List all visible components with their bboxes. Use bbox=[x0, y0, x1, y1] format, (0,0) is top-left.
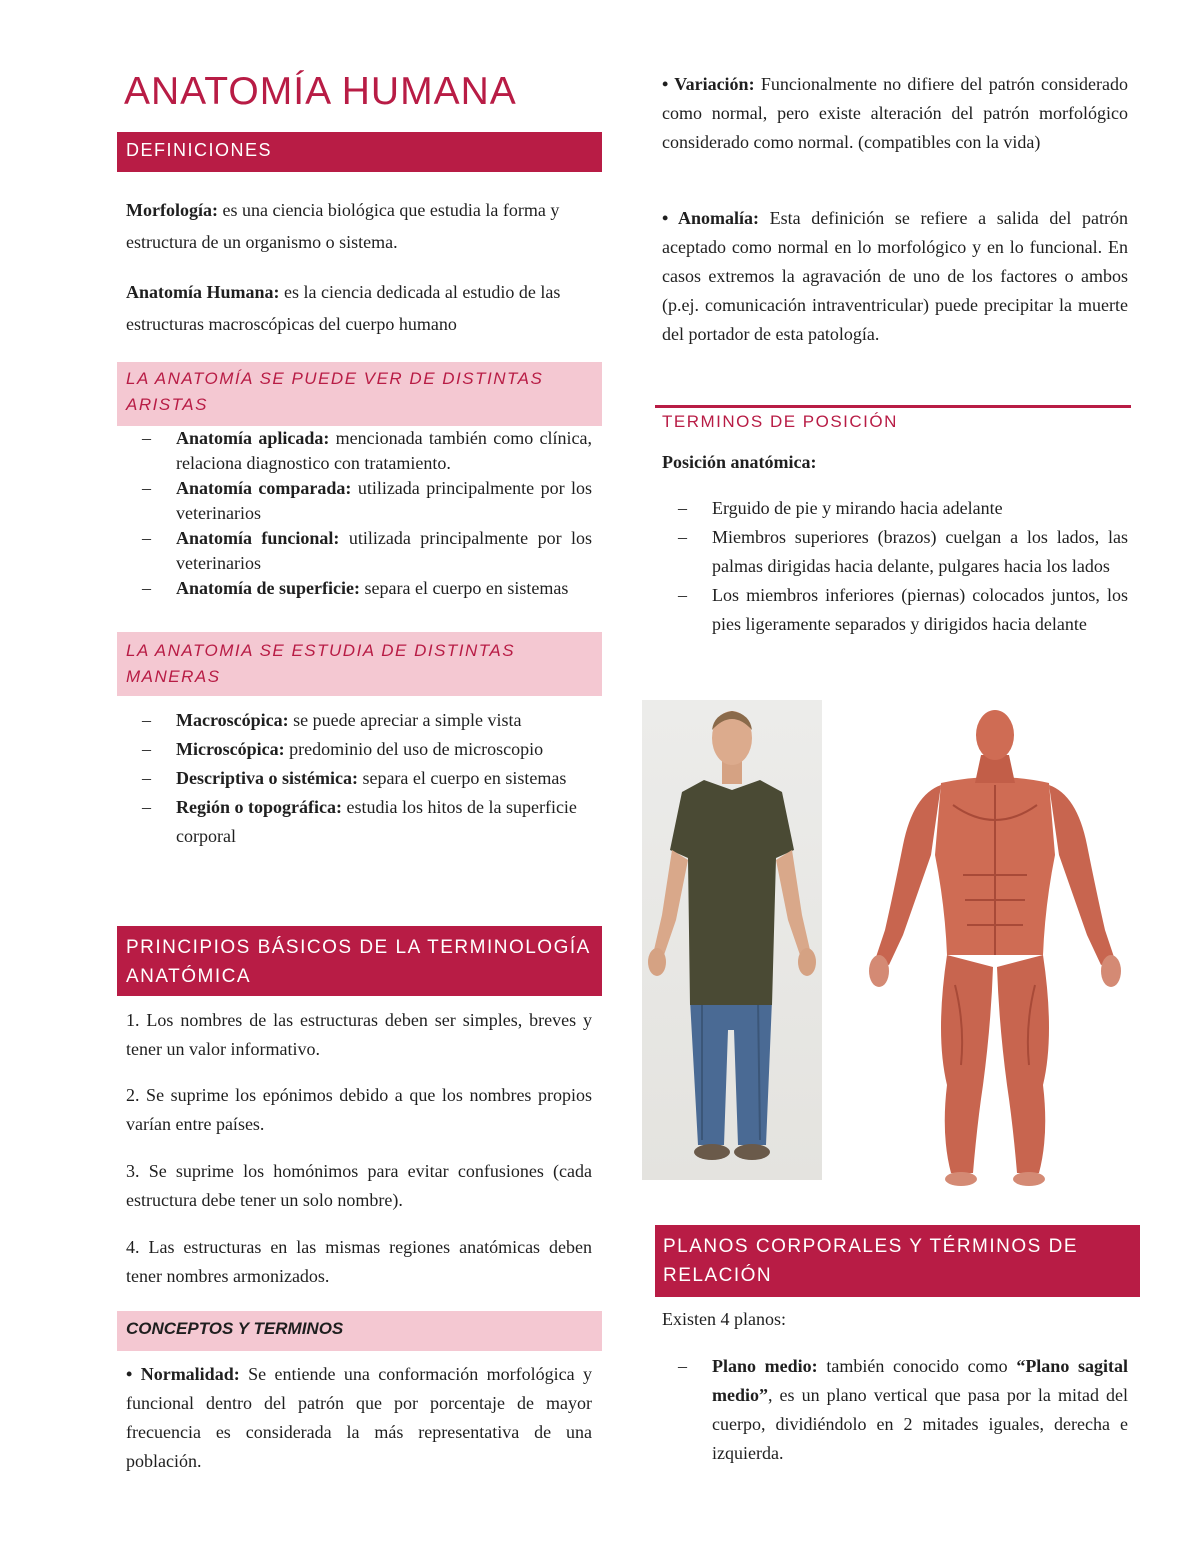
text-anomalia: Esta definición se refiere a salida del patrón aceptado como normal en lo morfológico y en lo funcional. En casos extremos la agravación de uno de los factores o ambos (p.ej. comunicación intraventricular) puede precipitar la muerte del portador de esta patología. bbox=[662, 208, 1128, 344]
maneras-list bbox=[126, 706, 592, 851]
section-heading-posicion: TERMINOS DE POSICIÓN bbox=[662, 412, 898, 431]
list-item-term: Anatomía comparada: bbox=[176, 478, 352, 498]
list-item-text: estudia los hitos de la superficie corporal bbox=[176, 797, 577, 846]
concepto-anomalia bbox=[662, 204, 1128, 349]
aristas-list bbox=[126, 426, 592, 601]
text-morfologia: es una ciencia biológica que estudia la forma y estructura de un organismo o sistema. bbox=[126, 200, 560, 252]
text-normalidad: Se entiende una conformación morfológica y funcional dentro del patrón que por porcentaje de mayor frecuencia es considerada la más representativa de una población. bbox=[126, 1364, 592, 1471]
definicion-anatomia-humana bbox=[126, 276, 596, 340]
list-item bbox=[126, 426, 592, 476]
principio-2: 2. Se suprime los epónimos debido a que los nombres propios varían entre países. bbox=[126, 1085, 592, 1134]
list-item bbox=[126, 764, 592, 793]
section-heading-definiciones: DEFINICIONES bbox=[117, 132, 602, 172]
list-item: – Los miembros inferiores (piernas) colocados juntos, los pies ligeramente separados y dirigidos hacia delante bbox=[662, 581, 1128, 639]
list-item-term: Anatomía de superficie: bbox=[176, 578, 360, 598]
subheading-maneras: LA ANATOMIA SE ESTUDIA DE DISTINTAS MANERAS bbox=[117, 632, 602, 696]
list-item-term: Macroscópica: bbox=[176, 710, 289, 730]
planos-list bbox=[662, 1352, 1128, 1468]
term-morfologia: Morfología: bbox=[126, 200, 218, 220]
text-anatomia-humana: es la ciencia dedicada al estudio de las estructuras macroscópicas del cuerpo humano bbox=[126, 282, 561, 334]
list-item bbox=[662, 1352, 1128, 1468]
term-variacion: • Variación: bbox=[662, 74, 755, 94]
list-item bbox=[126, 526, 592, 576]
planos-intro: Existen 4 planos: bbox=[662, 1309, 786, 1329]
principio-1: 1. Los nombres de las estructuras deben ser simples, breves y tener un valor informativo. bbox=[126, 1010, 592, 1059]
list-item-term: Descriptiva o sistémica: bbox=[176, 768, 358, 788]
list-item bbox=[126, 793, 592, 851]
principio-4: 4. Las estructuras en las mismas regiones anatómicas deben tener nombres armonizados. bbox=[126, 1237, 592, 1286]
list-item-text: predominio del uso de microscopio bbox=[284, 739, 544, 759]
list-item-text: , es un plano vertical que pasa por la mitad del cuerpo, dividiéndolo en 2 mitades iguales, derecha e izquierda. bbox=[712, 1385, 1128, 1463]
muscle-body-icon bbox=[855, 705, 1135, 1190]
list-item bbox=[126, 476, 592, 526]
concepto-variacion bbox=[662, 70, 1128, 157]
list-item bbox=[126, 706, 592, 735]
page-title: ANATOMÍA HUMANA bbox=[124, 70, 517, 113]
person-figure-icon bbox=[642, 700, 822, 1180]
list-item: – Miembros superiores (brazos) cuelgan a los lados, las palmas dirigidas hacia delante, pulgares hacia los lados bbox=[662, 523, 1128, 581]
posicion-anatomica-label: Posición anatómica: bbox=[662, 452, 817, 472]
plano-sagital-quote: “Plano sagital medio” bbox=[712, 1356, 1128, 1405]
definicion-morfologia bbox=[126, 194, 596, 258]
list-item-term: Microscópica: bbox=[176, 739, 285, 759]
list-item-term: Anatomía aplicada: bbox=[176, 428, 330, 448]
list-item-text: separa el cuerpo en sistemas bbox=[357, 768, 567, 788]
list-item-text: utilizada principalmente por los veterinarios bbox=[176, 478, 592, 523]
principio-3: 3. Se suprime los homónimos para evitar confusiones (cada estructura debe tener un solo nombre). bbox=[126, 1161, 592, 1210]
person-anatomical-position-photo bbox=[642, 700, 822, 1180]
section-divider bbox=[655, 405, 1131, 408]
subheading-aristas: LA ANATOMÍA SE PUEDE VER DE DISTINTAS ARISTAS bbox=[117, 362, 602, 426]
muscle-anatomy-illustration bbox=[855, 705, 1135, 1190]
term-anatomia-humana: Anatomía Humana: bbox=[126, 282, 280, 302]
list-item-text: también conocido como bbox=[817, 1356, 1017, 1376]
list-item: – Erguido de pie y mirando hacia adelante bbox=[662, 494, 1128, 523]
subheading-conceptos: CONCEPTOS Y TERMINOS bbox=[117, 1311, 602, 1351]
text-variacion: Funcionalmente no difiere del patrón considerado como normal, pero existe alteración del patrón morfológico considerado como normal. (compatibles con la vida) bbox=[662, 74, 1129, 152]
list-item-text: mencionada también como clínica, relaciona diagnostico con tratamiento. bbox=[176, 428, 592, 473]
list-item-text: se puede apreciar a simple vista bbox=[288, 710, 522, 730]
list-item bbox=[126, 735, 592, 764]
list-item bbox=[126, 576, 592, 601]
list-item-text: separa el cuerpo en sistemas bbox=[359, 578, 569, 598]
posicion-list bbox=[662, 494, 1128, 639]
term-anomalia: • Anomalía: bbox=[662, 208, 759, 228]
section-heading-planos: PLANOS CORPORALES Y TÉRMINOS DE RELACIÓN bbox=[655, 1225, 1140, 1297]
concepto-normalidad bbox=[126, 1360, 592, 1476]
section-heading-principios: PRINCIPIOS BÁSICOS DE LA TERMINOLOGÍA ANATÓMICA bbox=[117, 926, 602, 996]
list-item-text: utilizada principalmente por los veterinarios bbox=[176, 528, 592, 573]
list-item-term: Región o topográfica: bbox=[176, 797, 342, 817]
term-plano-medio: Plano medio: bbox=[712, 1356, 818, 1376]
term-normalidad: • Normalidad: bbox=[126, 1364, 240, 1384]
list-item-term: Anatomía funcional: bbox=[176, 528, 340, 548]
